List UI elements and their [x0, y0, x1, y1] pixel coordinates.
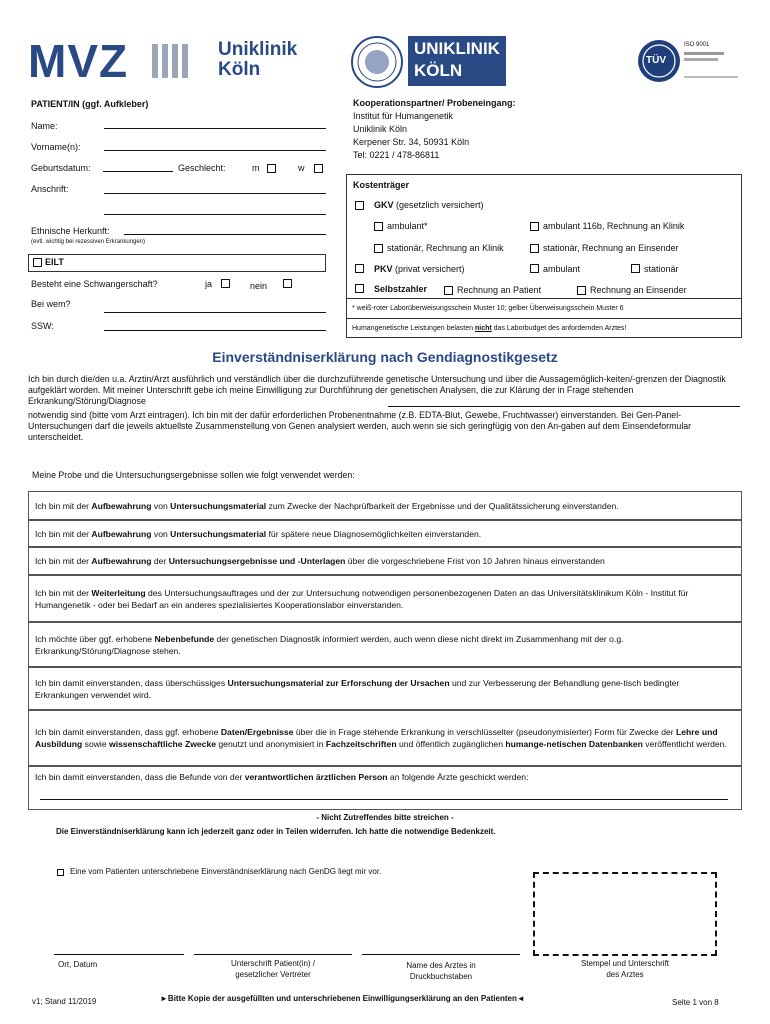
- consent-segment: an folgende Ärzte geschickt werden:: [387, 772, 529, 782]
- consent-segment: über die in Frage stehende Erkrankung in verschlüsselter (pseudonymisierter) Form für Zwecke der: [293, 727, 677, 737]
- gkv-stationaer-klinik-checkbox[interactable]: [374, 244, 383, 253]
- consent-emphasis: humange-netischen Datenbanken: [505, 739, 643, 749]
- partner-line1: Institut für Humangenetik: [353, 111, 454, 121]
- geschlecht-label: Geschlecht:: [178, 163, 226, 173]
- uniklinik-wordmark: Uniklinik Köln: [218, 39, 298, 80]
- geschlecht-m-checkbox[interactable]: [267, 164, 276, 173]
- anschrift-label: Anschrift:: [31, 184, 69, 194]
- pkv-ambulant-checkbox[interactable]: [530, 264, 539, 273]
- eilt-checkbox[interactable]: [33, 258, 42, 267]
- consent-text: [35, 633, 735, 657]
- consent-emphasis: Untersuchungsmaterial zur Erforschung der Ursachen: [227, 677, 450, 688]
- name-arzt-label: Name des Arztes in Druckbuchstaben: [406, 961, 476, 981]
- consent-emphasis: Fachzeitschriften: [325, 739, 397, 749]
- consent-segment: über die vorgeschriebene Frist von 10 Jahren hinaus einverstanden: [345, 556, 605, 566]
- stempel-box[interactable]: [533, 872, 717, 956]
- bei-wem-field[interactable]: [104, 312, 326, 313]
- patient-sig-checkbox[interactable]: [57, 869, 64, 876]
- consent-segment: Ich bin damit einverstanden, dass die Befunde von der: [35, 772, 245, 782]
- consent-row-3[interactable]: [28, 547, 742, 575]
- anschrift-field-2[interactable]: [104, 214, 326, 215]
- kosten-box: [346, 174, 742, 338]
- consent-emphasis: wissenschaftliche Zwecke: [109, 739, 217, 749]
- mvz-bars-icon: [152, 44, 192, 83]
- ssw-field[interactable]: [104, 330, 326, 331]
- consent-emphasis: Weiterleitung: [91, 587, 146, 598]
- consent-text: [35, 555, 605, 567]
- consent-emphasis: Aufbewahrung: [91, 528, 152, 539]
- eilt-label: EILT: [45, 257, 64, 267]
- unterschrift-line[interactable]: [194, 954, 352, 955]
- consent-segment: sowie: [82, 739, 110, 749]
- diagnose-field[interactable]: [388, 406, 740, 407]
- gkv-stationaer-einsender-checkbox[interactable]: [530, 244, 539, 253]
- patient-heading: PATIENT/IN (ggf. Aufkleber): [31, 99, 149, 109]
- selbst-einsender-label: Rechnung an Einsender: [590, 285, 687, 295]
- stempel-label: Stempel und Unterschrift des Arztes: [580, 959, 670, 979]
- uk-logo-block: UNIKLINIK KÖLN: [408, 36, 506, 86]
- geschlecht-m-label: m: [252, 163, 260, 173]
- intro-p3: Meine Probe und die Untersuchungsergebnisse sollen wie folgt verwendet werden:: [32, 470, 355, 480]
- kosten-heading: Kostenträger: [353, 180, 410, 190]
- intro-p2: notwendig sind (bitte vom Arzt eintragen). Ich bin mit der dafür erforderlichen Probenentnahme (z.B. EDTA-Blut, Gewebe, Fruchtwasser) einverstanden. Bei Gen-Panel-Untersuchungen darf die jeweils aktuellste Zusammenstellung von Genen analysiert werden, auch wenn sie sich geringfügig von den An-gaben auf dem Einsendeformular unterscheidet.: [28, 410, 692, 442]
- page-number: Seite 1 von 8: [672, 998, 719, 1007]
- vorname-label: Vorname(n):: [31, 142, 81, 152]
- mvz-logo: [28, 34, 128, 88]
- intro-p1: Ich bin durch die/den u.a. Arztin/Arzt ausführlich und verständlich über die durchzuführende genetische Untersuchung und über die Aussagemöglich-keiten/-grenzen der Diagnostik aufgeklärt worden. Mit meiner Unterschrift gebe ich meine Einwilligung zur Durchführung der genetischen Analysen, die zur Klärung der in Frage stehenden Erkrankung/Störung/Diagnose: [28, 374, 726, 406]
- consent-emphasis: verantwortlichen ärztlichen Person: [244, 772, 388, 782]
- consent-text: [35, 726, 735, 750]
- gkv-checkbox[interactable]: [355, 201, 364, 210]
- selbstzahler-checkbox[interactable]: [355, 284, 364, 293]
- consent-segment: zum Zwecke der Nachprüfbarkeit der Ergebnisse und der Qualitätssicherung einverstanden.: [266, 500, 619, 511]
- consent-row-8[interactable]: [28, 766, 742, 810]
- schwanger-ja-checkbox[interactable]: [221, 279, 230, 288]
- consent-segment: und öffentlich zugänglichen: [396, 739, 506, 749]
- consent-emphasis: Nebenbefunde: [154, 633, 215, 644]
- consent-emphasis: Untersuchungsmaterial: [170, 528, 267, 539]
- partner-line4: Tel: 0221 / 478-86811: [353, 150, 440, 160]
- aerzte-field[interactable]: [40, 799, 728, 800]
- gkv-ambulant116b-label: ambulant 116b, Rechnung an Klinik: [543, 221, 685, 231]
- consent-segment: der: [151, 556, 169, 566]
- tuv-fineprint: [684, 52, 724, 55]
- consent-segment: Ich bin damit einverstanden, dass ggf. erhobene: [35, 727, 221, 737]
- consent-emphasis: Lehre und Ausbildung: [35, 727, 718, 749]
- consent-segment: Ich bin mit der: [35, 556, 92, 566]
- geschlecht-w-checkbox[interactable]: [314, 164, 323, 173]
- consent-segment: Ich möchte über ggf. erhobene: [35, 633, 155, 644]
- consent-text: [35, 587, 735, 611]
- consent-emphasis: Untersuchungsmaterial: [170, 500, 267, 511]
- tuv-text: TÜV: [646, 55, 666, 66]
- schwanger-label: Besteht eine Schwangerschaft?: [31, 279, 158, 289]
- consent-segment: und zur Verbesserung der Behandlung gene-tisch bedingter Erkrankungen verwendet wird.: [35, 677, 680, 700]
- pkv-label: PKV (privat versichert): [374, 264, 465, 274]
- selbst-patient-label: Rechnung an Patient: [457, 285, 542, 295]
- ethnische-label: Ethnische Herkunft:: [31, 226, 110, 236]
- consent-segment: Ich bin mit der: [35, 528, 92, 539]
- ethnische-field[interactable]: [124, 234, 326, 235]
- bei-wem-label: Bei wem?: [31, 299, 71, 309]
- pkv-stationaer-checkbox[interactable]: [631, 264, 640, 273]
- pkv-ambulant-label: ambulant: [543, 264, 581, 274]
- gkv-ambulant116b-checkbox[interactable]: [530, 222, 539, 231]
- gkv-stationaer-einsender-label: stationär, Rechnung an Einsender: [543, 243, 679, 253]
- selbst-patient-checkbox[interactable]: [444, 286, 453, 295]
- schwanger-nein-label: nein: [250, 281, 268, 291]
- pkv-checkbox[interactable]: [355, 264, 364, 273]
- selbstzahler-label: Selbstzahler: [374, 284, 428, 294]
- consent-segment: der genetischen Diagnostik informiert werden, auch wenn diese nicht direkt im Zusammenhang mit der o.g. Erkrankung/Störung/Diagnose stehen.: [35, 633, 624, 656]
- consent-row-1[interactable]: [28, 491, 742, 520]
- consent-row-6[interactable]: [28, 667, 742, 710]
- ort-datum-line[interactable]: [54, 954, 184, 955]
- geschlecht-w-label: w: [298, 163, 305, 173]
- consent-text: [35, 500, 619, 512]
- tuv-iso: ISO 9001: [684, 42, 710, 48]
- consent-segment: veröffentlicht werden.: [642, 739, 727, 749]
- unterschrift-label: Unterschrift Patient(in) / gesetzlicher Vertreter: [230, 959, 316, 979]
- kosten-note2: Humangenetische Leistungen belasten nicht das Laborbudget des anfordernden Arztes!: [352, 325, 627, 332]
- gkv-stationaer-klinik-label: stationär, Rechnung an Klinik: [387, 243, 504, 253]
- version-label: v1; Stand 11/2019: [32, 997, 97, 1006]
- eilt-box[interactable]: [28, 254, 326, 272]
- widerruf-note: Die Einverständniserklärung kann ich jederzeit ganz oder in Teilen widerrufen. Ich hatte die notwendige Bedenkzeit.: [56, 827, 496, 836]
- partner-line2: Uniklinik Köln: [353, 124, 408, 134]
- selbst-einsender-checkbox[interactable]: [577, 286, 586, 295]
- consent-text: [35, 528, 481, 540]
- tuv-badge: [636, 38, 740, 84]
- ethnische-note: (evtl. wichtig bei rezessiven Erkrankungen): [31, 239, 146, 245]
- schwanger-nein-checkbox[interactable]: [283, 279, 292, 288]
- consent-row-4[interactable]: [28, 575, 742, 622]
- consent-segment: von: [151, 528, 171, 539]
- pkv-stationaer-label: stationär: [644, 264, 679, 274]
- consent-text: [35, 677, 735, 701]
- partner-heading: Kooperationspartner/ Probeneingang:: [353, 98, 516, 108]
- consent-segment: Ich bin mit der: [35, 587, 92, 598]
- gkv-ambulant-label: ambulant*: [387, 221, 428, 231]
- consent-segment: genutzt und anonymisiert in: [216, 739, 326, 749]
- kopie-note: ►Bitte Kopie der ausgefüllten und unterschriebenen Einwilligungserklärung an den Patienten◄: [160, 994, 525, 1003]
- streichen-note: - Nicht Zutreffendes bitte streichen -: [316, 813, 454, 822]
- ort-datum-label: Ort, Datum: [58, 960, 98, 969]
- anschrift-field-1[interactable]: [104, 193, 326, 194]
- consent-segment: des Untersuchungsauftrages und der zur Untersuchung notwendigen personenbezogenen Daten an das Universitätsklinikum Köln - Institut für Humangenetik - oder bei Bedarf an ein anderes spezialisiertes Kooperationslabor einverstanden.: [35, 587, 689, 610]
- page-title: Einverständniserklärung nach Gendiagnostikgesetz: [212, 349, 558, 365]
- mvz-logo-text: MVZ: [28, 35, 129, 87]
- consent-text: [35, 771, 528, 783]
- partner-line3: Kerpener Str. 34, 50931 Köln: [353, 137, 470, 147]
- consent-segment: Ich bin damit einverstanden, dass überschüssiges: [35, 677, 228, 688]
- vorname-field[interactable]: [104, 150, 326, 151]
- consent-segment: für spätere neue Diagnosemöglichkeiten einverstanden.: [266, 528, 482, 539]
- consent-row-5[interactable]: [28, 622, 742, 667]
- patient-sig-label: Eine vom Patienten unterschriebene Einverständniserklärung nach GenDG liegt mir vor.: [70, 867, 382, 876]
- name-field[interactable]: [104, 128, 326, 129]
- consent-segment: von: [151, 500, 171, 511]
- kosten-note1: * weiß-roter Laborüberweisungsschein Muster 10; gelber Überweisungsschein Muster 6: [352, 305, 624, 312]
- ssw-label: SSW:: [31, 321, 54, 331]
- gkv-label: GKV (gesetzlich versichert): [374, 200, 484, 210]
- name-arzt-line[interactable]: [362, 954, 520, 955]
- name-label: Name:: [31, 121, 58, 131]
- gkv-ambulant-checkbox[interactable]: [374, 222, 383, 231]
- consent-row-7[interactable]: [28, 710, 742, 766]
- geburtsdatum-field[interactable]: [103, 171, 173, 172]
- consent-emphasis: Aufbewahrung: [91, 500, 152, 511]
- consent-segment: Ich bin mit der: [35, 500, 92, 511]
- consent-emphasis: Untersuchungsergebnisse und -Unterlagen: [168, 556, 346, 566]
- geburtsdatum-label: Geburtsdatum:: [31, 163, 91, 173]
- schwanger-ja-label: ja: [205, 279, 213, 289]
- consent-emphasis: Aufbewahrung: [91, 556, 152, 566]
- consent-row-2[interactable]: [28, 520, 742, 547]
- consent-emphasis: Daten/Ergebnisse: [220, 727, 294, 737]
- uk-seal-icon: [350, 35, 404, 89]
